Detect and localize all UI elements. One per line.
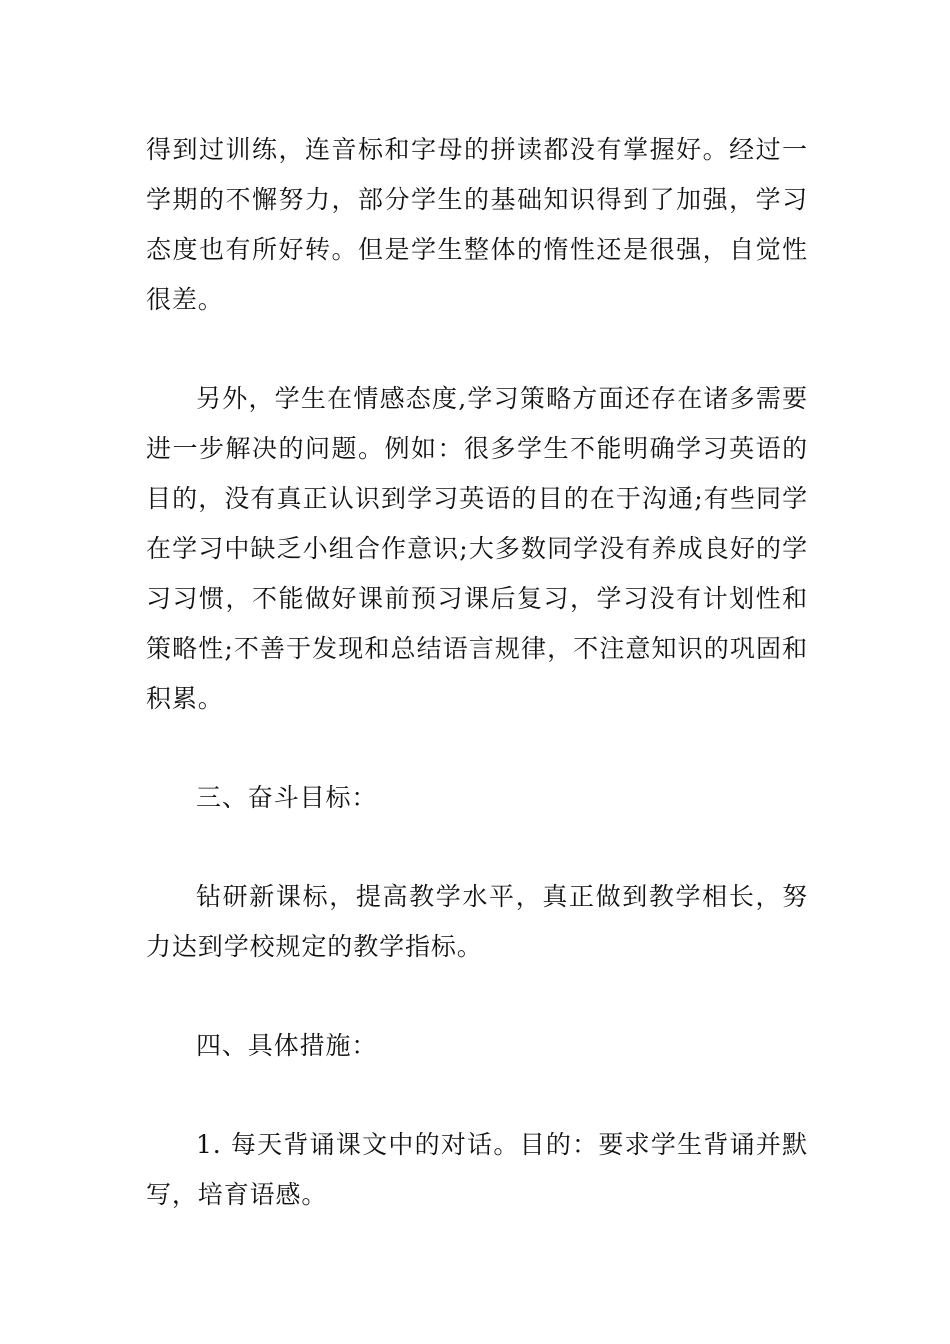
text-line: 在学习中缺乏小组合作意识;大多数同学没有养成良好的学	[146, 534, 808, 563]
text-line: 习习惯，不能做好课前预习课后复习，学习没有计划性和	[146, 584, 808, 613]
text-line: 策略性;不善于发现和总结语言规律，不注意知识的巩固和	[146, 634, 808, 663]
text-line: 另外，学生在情感态度,学习策略方面还存在诸多需要	[196, 384, 808, 413]
text-line: 力达到学校规定的教学指标。	[146, 932, 483, 961]
text-line: 目的，没有真正认识到学习英语的目的在于沟通;有些同学	[146, 484, 808, 513]
text-line: 得到过训练，连音标和字母的拼读都没有掌握好。经过一	[146, 135, 808, 164]
text-line: 写，培育语感。	[146, 1180, 328, 1209]
text-line: 学期的不懈努力，部分学生的基础知识得到了加强，学习	[146, 185, 808, 214]
text-line: 钻研新课标，提高教学水平，真正做到教学相长，努	[196, 882, 808, 911]
text-line: 态度也有所好转。但是学生整体的惰性还是很强，自觉性	[146, 235, 808, 264]
text-line: 进一步解决的问题。例如：很多学生不能明确学习英语的	[146, 434, 808, 463]
text-line: 1. 每天背诵课文中的对话。目的：要求学生背诵并默	[196, 1130, 808, 1159]
section-heading-goals: 三、奋斗目标：	[196, 783, 378, 812]
section-heading-measures: 四、具体措施：	[196, 1031, 378, 1060]
text-line: 很差。	[146, 285, 224, 314]
text-line: 积累。	[146, 684, 224, 713]
